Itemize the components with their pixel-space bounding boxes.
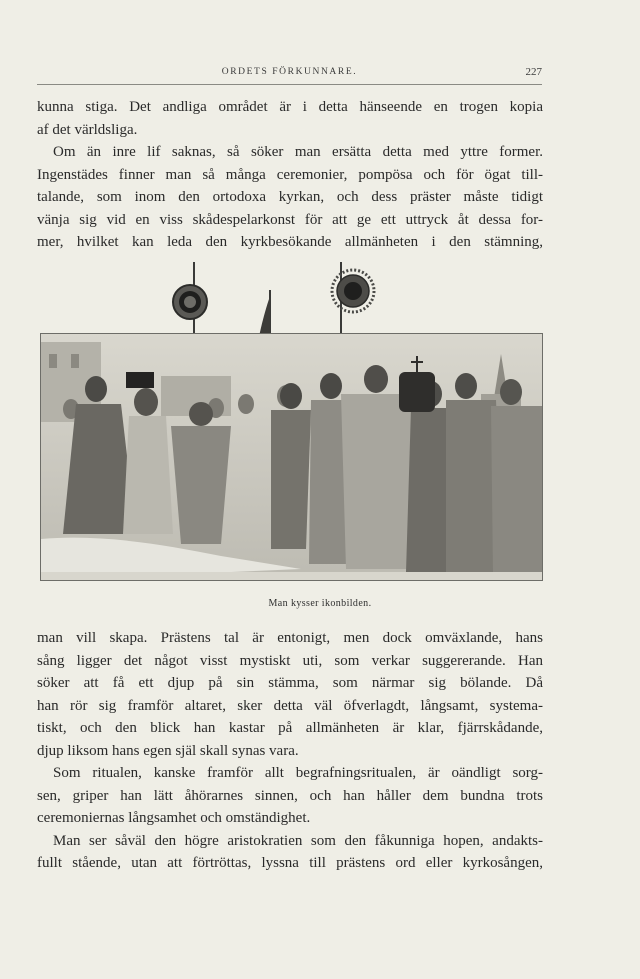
text-line: ceremoniernas långsamhet och omständighet. bbox=[37, 810, 311, 826]
figure-caption: Man kysser ikonbilden. bbox=[268, 598, 372, 609]
text-line: talande, som inom den ortodoxa kyrkan, och dess präster måste tidigt bbox=[37, 189, 543, 205]
running-header bbox=[37, 66, 542, 85]
text-line: man vill skapa. Prästens tal är entonigt, men dock omväxlande, hans bbox=[37, 630, 543, 646]
text-line: vänja sig vid en viss skådespelarkonst för att ge ett uttryck åt dessa for- bbox=[37, 211, 543, 228]
text-line: kunna stiga. Det andliga området är i detta hänseende en trogen kopia bbox=[37, 99, 543, 115]
text-line: Om än inre lif saknas, så söker man ersätta detta med yttre former. bbox=[53, 144, 543, 160]
text-line: Ingenstädes finner man så många ceremonier, pompösa och för ögat till- bbox=[37, 166, 543, 183]
text-line: sen, griper han lätt åhörarnes sinnen, och han håller dem bundna trots bbox=[37, 787, 543, 804]
text-line: Man ser såväl den högre aristokratien som den fåkunniga hopen, andakts- bbox=[53, 832, 543, 849]
text-line: djup liksom hans egen själ skall synas vara. bbox=[37, 742, 299, 759]
text-line: söker att få ett djup på sin stämma, som närmar sig bölande. Då bbox=[37, 675, 543, 691]
text-line: mer, hvilket kan leda den kyrkbesökande allmänheten i den stämning, bbox=[37, 234, 543, 250]
text-line: af det världsliga. bbox=[37, 121, 138, 138]
running-title: ORDETS FÖRKUNNARE. bbox=[221, 67, 358, 77]
body-text-bottom bbox=[37, 627, 543, 875]
text-line: han rör sig framför altaret, sker detta väl öfverlagdt, långsamt, systema- bbox=[37, 697, 543, 714]
text-line: fullt stående, utan att förtröttas, lyssna till prästens ord eller kyrkosången, bbox=[37, 855, 543, 871]
text-line: Som ritualen, kanske framför allt begrafningsritualen, är oändligt sorg- bbox=[53, 765, 543, 781]
body-text-top bbox=[37, 96, 543, 254]
text-line: tiskt, och den blick han kastar på allmänheten är klar, fjärrskådande, bbox=[37, 720, 543, 736]
page-number: 227 bbox=[525, 66, 542, 78]
photo-drawing bbox=[41, 334, 542, 580]
photograph bbox=[40, 333, 543, 581]
text-line: sång ligger det något visst mystiskt uti, som verkar suggererande. Han bbox=[37, 652, 543, 669]
